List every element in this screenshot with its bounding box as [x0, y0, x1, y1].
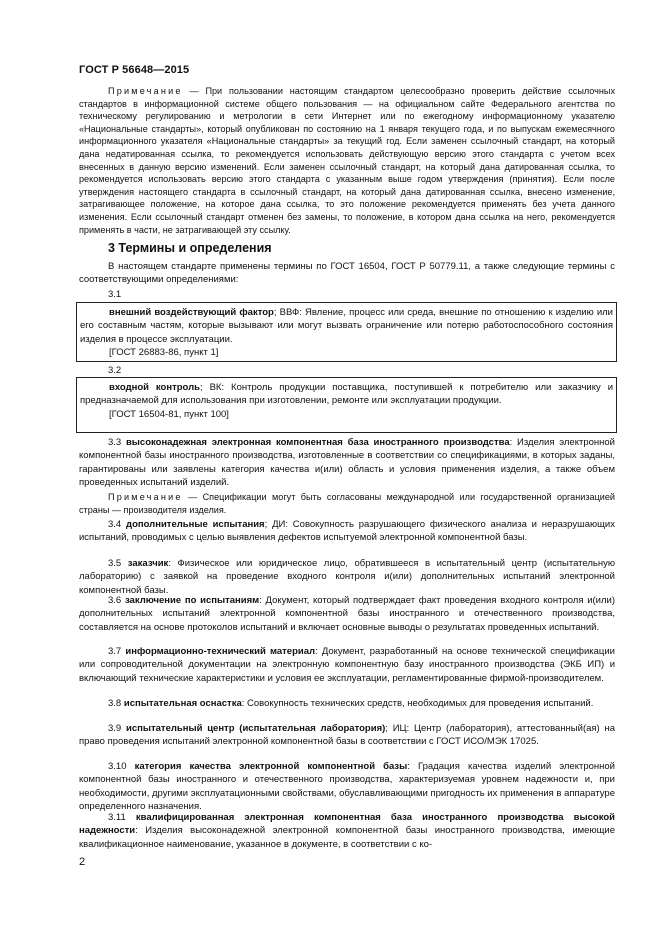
term-name: заключение по испытаниям	[124, 595, 260, 606]
term-name: заказчик	[127, 558, 169, 569]
section-intro: В настоящем стандарте применены термины по ГОСТ 16504, ГОСТ Р 50779.11, а также следующие термины с соответствующими определениями:	[79, 261, 615, 286]
term-number: 3.10	[108, 761, 135, 772]
term-number-3-1: 3.1	[108, 289, 122, 300]
term-name: испытательный центр (испытательная лаборатория)	[126, 723, 386, 734]
term-number: 3.5	[108, 558, 128, 569]
note-text: — Спецификации могут быть согласованы международной или государственной организацией страны — производителя изделия.	[79, 492, 615, 515]
section-title: 3 Термины и определения	[108, 241, 272, 255]
term-name: категория качества электронной компонентной базы	[134, 761, 408, 772]
term-number: 3.7	[108, 646, 126, 657]
term-3-3	[79, 436, 615, 490]
term-name: дополнительные испытания	[126, 519, 265, 530]
term-3-7	[79, 645, 615, 685]
term-name: испытательная оснастка	[123, 698, 242, 709]
term-box-3-1	[76, 302, 617, 362]
term-number: 3.8	[108, 698, 124, 709]
term-number: 3.9	[108, 723, 126, 734]
term-definition: ; ВК: Контроль продукции поставщика, поступившей к потребителю или заказчику и предназначаемой для использования при изготовлении, ремонте или эксплуатации продукции.	[80, 382, 613, 407]
term-3-3-note	[79, 491, 615, 516]
term-3-6	[79, 594, 615, 634]
term-3-4	[79, 518, 615, 545]
term-source-ref: [ГОСТ 16504-81, пункт 100]	[109, 408, 229, 420]
term-box-3-2	[76, 377, 617, 433]
term-3-8	[79, 697, 615, 710]
term-definition: : Физическое или юридическое лицо, обратившееся в испытательный центр (испытательную лабораторию) с заявкой на проведение входного контроля и(или) дополнительных испытаний электронной компонентной базы.	[79, 558, 615, 596]
term-3-9	[79, 722, 615, 749]
term-name: высоконадежная электронная компонентная база иностранного производства	[125, 437, 510, 448]
term-3-10	[79, 760, 615, 814]
term-3-11	[79, 811, 615, 851]
term-number: 3.4	[108, 519, 127, 530]
term-source-ref: [ГОСТ 26883-86, пункт 1]	[109, 347, 219, 359]
term-number: 3.3	[108, 437, 126, 448]
reference-note	[79, 85, 615, 236]
term-3-5	[79, 557, 615, 597]
term-name: информационно-технический материал	[125, 646, 316, 657]
note-label: Примечание	[108, 86, 183, 96]
term-name: входной контроль	[109, 382, 200, 393]
term-definition: : Изделия электронной компонентной базы иностранного производства, изготовленные в соответствии со спецификациями, в которых заданы, гарантированы или заявлены категория качества и(или) область и условия применения изделия, а также объем проведенных испытаний изделий.	[79, 437, 615, 489]
term-number: 3.11	[108, 812, 136, 823]
term-name: квалифицированная электронная компонентная база иностранного производства высокой надежности	[79, 812, 615, 837]
page-number: 2	[79, 856, 86, 868]
document-header: ГОСТ Р 56648—2015	[79, 64, 190, 76]
term-definition: : Документ, разработанный на основе технической спецификации или сопроводительной документации на электронную компонентную базу иностранного производства (ЭКБ ИП) и включающий технические характеристики и условия ее эксплуатации, регламентированные фирмой-производителем.	[79, 646, 615, 684]
term-definition: ; ВВФ: Явление, процесс или среда, внешние по отношению к изделию или его составным частям, которые вызывают или могут вызвать ограничение или потерю работоспособного состояния изделия в процессе эксплуатации.	[80, 307, 613, 345]
note-label: Примечание	[108, 492, 183, 502]
term-name: внешний воздействующий фактор	[109, 307, 274, 318]
term-definition: ; ИЦ: Центр (лаборатория), аттестованный(ая) на право проведения испытаний электронной компонентной базы в соответствии с ГОСТ ИСО/МЭК 17025.	[79, 723, 616, 748]
term-definition: : Изделия высоконадежной электронной компонентной базы иностранного производства, имеющие квалификационное наименование, указанное в документе, в соответствии с ко-	[79, 825, 615, 850]
term-definition: : Совокупность технических средств, необходимых для проведения испытаний.	[241, 698, 594, 709]
note-text: — При пользовании настоящим стандартом целесообразно проверить действие ссылочных стандартов в информационной системе общего пользования — на официальном сайте Федерального агентства по техническому регулированию и метрологии в сети Интернет или по ежегодному информационному указателю «Национальные стандарты», который опубликован по состоянию на 1 января текущего года, и по выпускам ежемесячного информационного указателя «Национальные стандарты» за текущий год. Если заменен ссылочный стандарт, на который дана недатированная ссылка, то рекомендуется использовать действующую версию этого стандарта с учетом всех внесенных в данную версию изменений. Если заменен ссылочный стандарт, на который дана датированная ссылка, то рекомендуется использовать версию этого стандарта с указанным выше годом утверждения (принятия). Если после утверждения настоящего стандарта в ссылочный стандарт, на который дана датированная ссылка, внесено изменение, затрагивающее положение, на которое дана ссылка, то это положение рекомендуется применять без учета данного изменения. Если ссылочный стандарт отменен без замены, то положение, в котором дана ссылка на него, рекомендуется применять в части, не затрагивающей эту ссылку.	[79, 86, 615, 235]
term-number-3-2: 3.2	[108, 365, 122, 376]
term-definition: : Документ, который подтверждает факт проведения входного контроля и(или) дополнительных испытаний электронной компонентной базы иностранного и отечественного производства, составляется на основе протоколов испытаний и включает основные выводы о результатах проведенных испытаний.	[79, 595, 615, 633]
term-definition: ; ДИ: Совокупность разрушающего физического анализа и неразрушающих испытаний, проводимых с целью выявления дефектов испытуемой электронной компонентной базы.	[79, 519, 615, 544]
term-number: 3.6	[108, 595, 125, 606]
term-definition: : Градация качества изделий электронной компонентной базы иностранного и отечественного производства, характеризуемая уровнем надежности и, при необходимости, другими эксплуатационными свойствами, обуславливающими пригодность их применения в аппаратуре определенного назначения.	[79, 761, 615, 813]
